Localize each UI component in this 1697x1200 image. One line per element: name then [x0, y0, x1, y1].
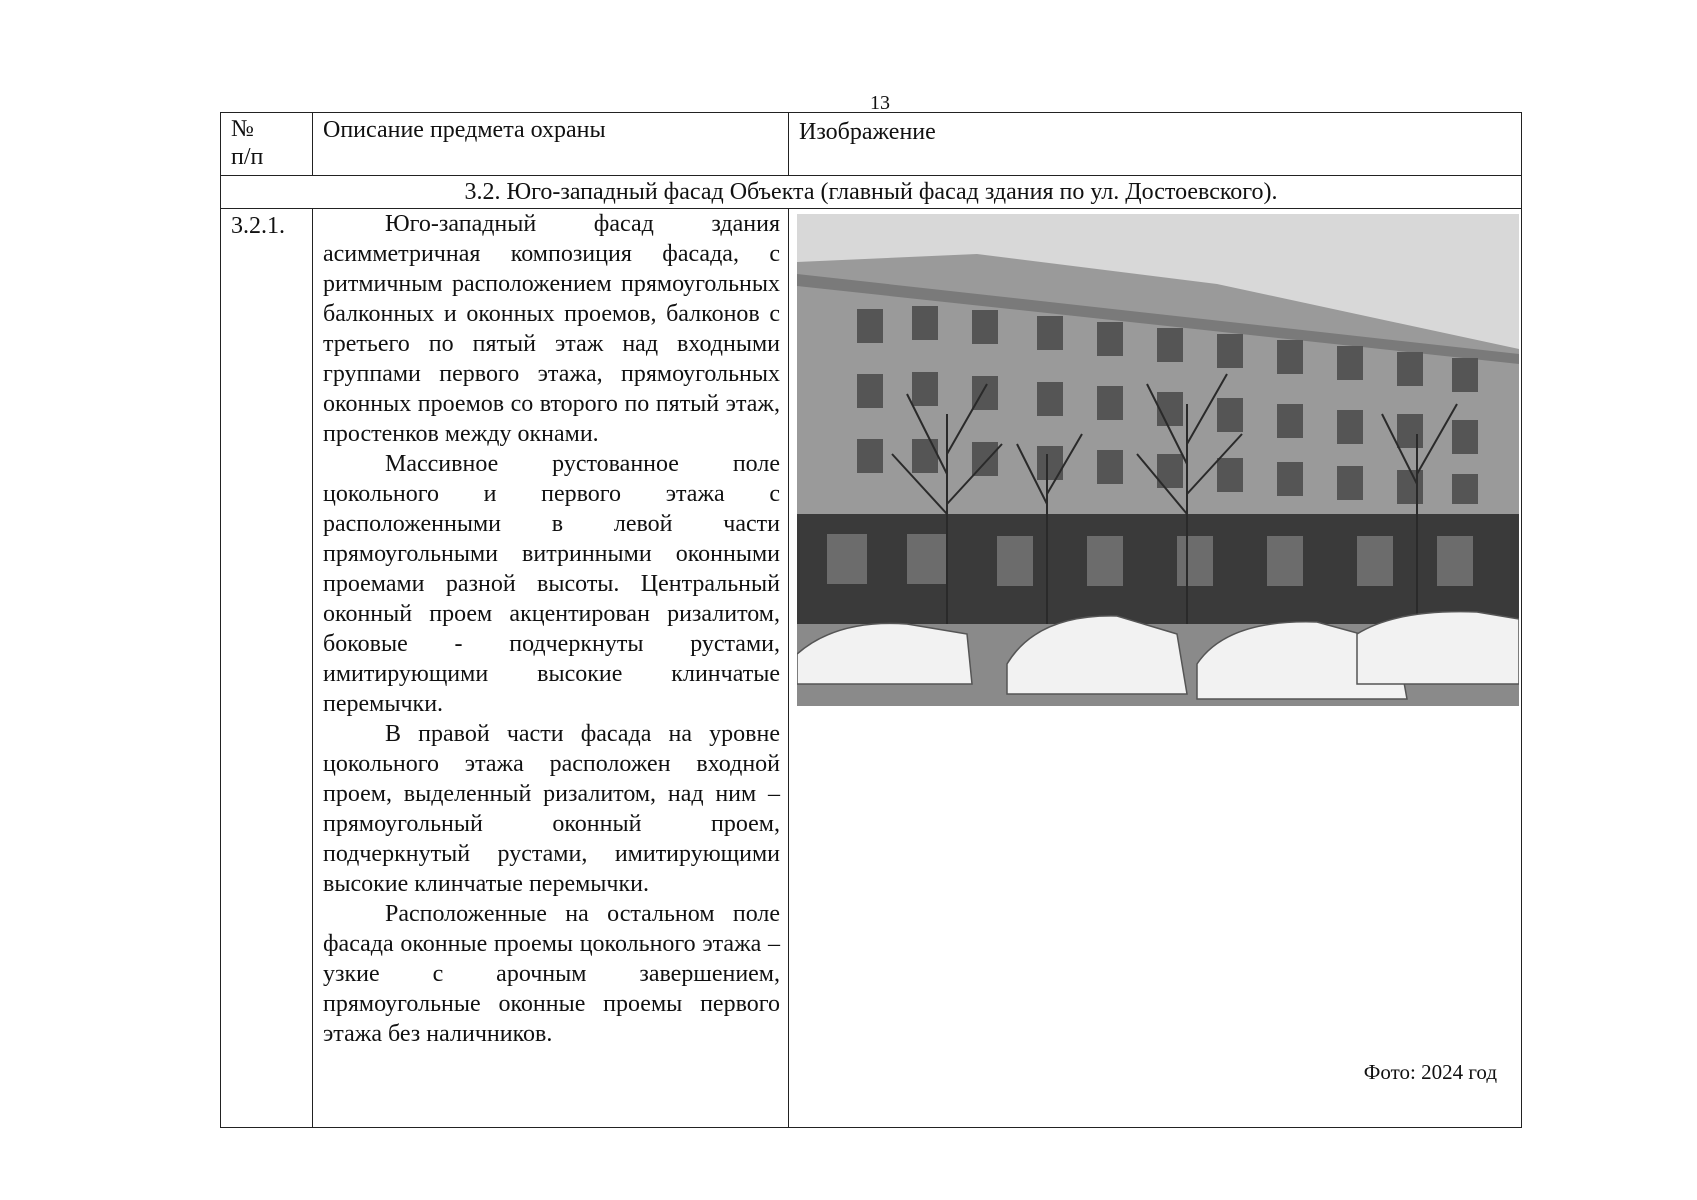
item-number: 3.2.1.	[221, 209, 313, 1128]
header-number	[221, 113, 313, 176]
item-description	[313, 209, 789, 1128]
description-paragraph: Расположенные на остальном поле фасада оконные проемы цокольного этажа – узкие с арочным завершением, прямоугольные оконные проемы первого этажа без наличников.	[323, 901, 780, 1047]
section-row	[221, 176, 1522, 209]
facade-photo	[797, 214, 1519, 706]
header-description: Описание предмета охраны	[313, 113, 789, 176]
table-header-row	[221, 113, 1522, 176]
description-paragraph: Массивное рустованное поле цокольного и первого этажа с расположенными в левой части прямоугольными витринными оконными проемами разной высоты. Центральный оконный проем акцентирован ризалитом, боковые - подчеркнуты рустами, имитирующими высокие клинчатые перемычки.	[323, 451, 780, 717]
header-number-text: № п/п	[231, 116, 264, 170]
section-title: 3.2. Юго-западный фасад Объекта (главный фасад здания по ул. Достоевского).	[221, 176, 1522, 209]
header-image: Изображение	[789, 113, 1522, 176]
description-paragraph: Юго-западный фасад здания асимметричная композиция фасада, с ритмичным расположением прямоугольных балконных и оконных проемов, балконов с третьего по пятый этаж над входными группами первого этажа, прямоугольных оконных проемов со второго по пятый этаж, простенков между окнами.	[323, 211, 780, 447]
protection-table	[220, 112, 1522, 1128]
item-image-cell	[789, 209, 1522, 1128]
table-row	[221, 209, 1522, 1128]
description-paragraph: В правой части фасада на уровне цокольного этажа расположен входной проем, выделенный ризалитом, над ним – прямоугольный оконный проем, подчеркнутый рустами, имитирующими высокие клинчатые перемычки.	[323, 721, 780, 897]
photo-caption: Фото: 2024 год	[1363, 1060, 1497, 1084]
page-number: 13	[870, 92, 890, 114]
